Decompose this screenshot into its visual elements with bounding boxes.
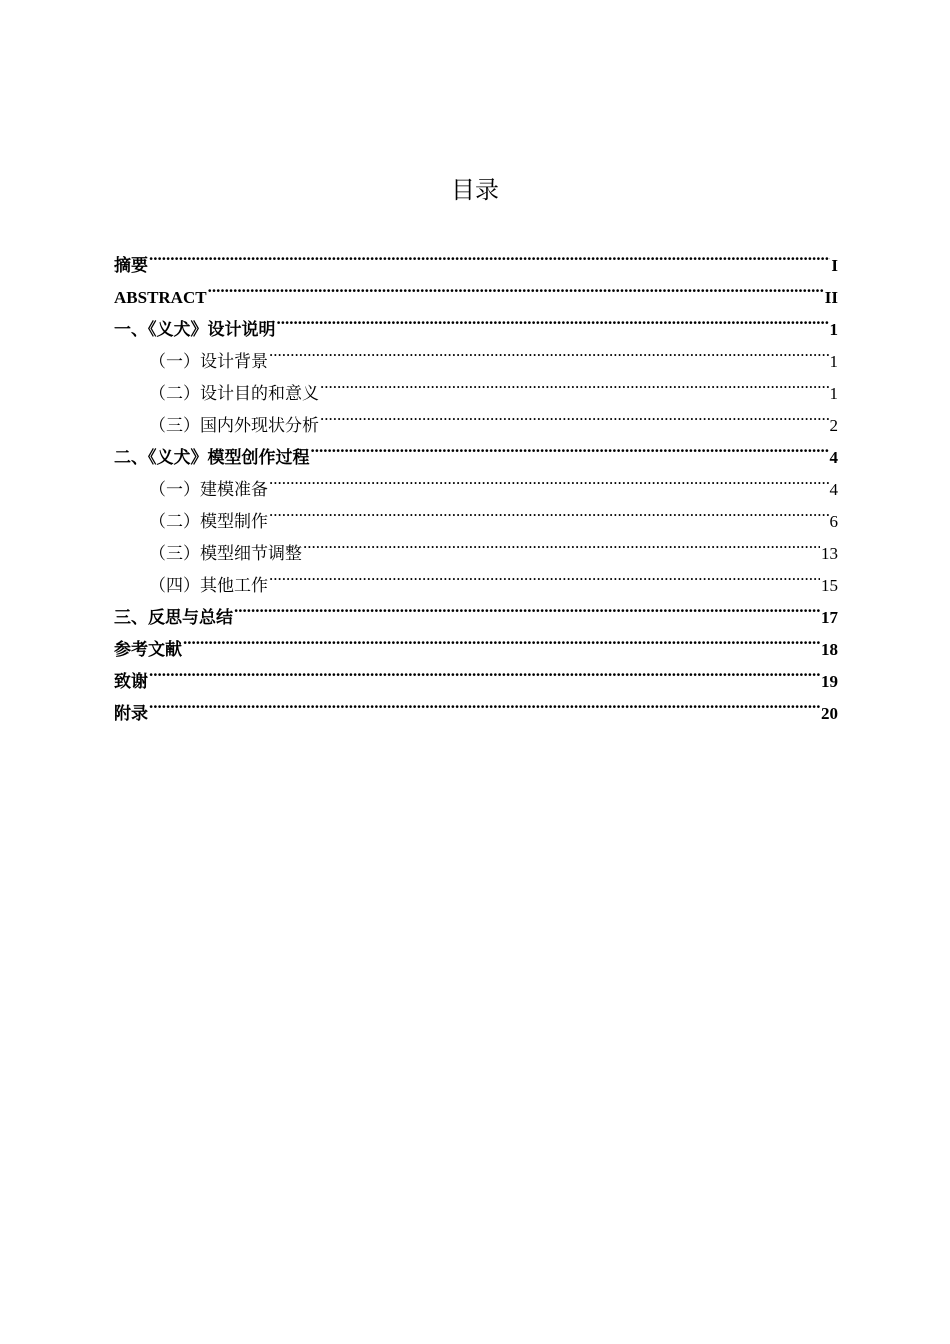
toc-list bbox=[114, 239, 838, 723]
toc-leader-dots bbox=[303, 527, 820, 559]
toc-leader-dots bbox=[183, 623, 820, 655]
toc-leader-dots bbox=[269, 335, 829, 367]
toc-leader-dots bbox=[269, 495, 829, 527]
toc-leader-dots bbox=[149, 687, 820, 719]
toc-leader-dots bbox=[320, 367, 829, 399]
toc-entry-page: 4 bbox=[829, 448, 838, 467]
toc-entry-label: （二）设计目的和意义 bbox=[149, 384, 319, 403]
toc-entry-page: 13 bbox=[821, 544, 838, 563]
toc-entry-label: 附录 bbox=[114, 704, 148, 723]
toc-entry-label: 二、《义犬》模型创作过程 bbox=[114, 448, 310, 467]
toc-entry-page: 18 bbox=[821, 640, 838, 659]
toc-leader-dots bbox=[234, 591, 820, 623]
toc-entry-chapter-1[interactable] bbox=[114, 303, 838, 339]
toc-entry-label: （一）设计背景 bbox=[149, 352, 268, 371]
toc-entry-label: （四）其他工作 bbox=[149, 576, 268, 595]
toc-entry-page: 1 bbox=[829, 352, 838, 371]
toc-entry-page: 6 bbox=[829, 512, 838, 531]
toc-entry-abstract-cn[interactable] bbox=[114, 239, 838, 275]
toc-entry-label: 致谢 bbox=[114, 672, 148, 691]
toc-leader-dots bbox=[311, 431, 829, 463]
toc-entry-page: 15 bbox=[821, 576, 838, 595]
toc-entry-page: 17 bbox=[821, 608, 838, 627]
toc-entry-page: II bbox=[824, 288, 838, 307]
toc-leader-dots bbox=[208, 271, 824, 303]
toc-leader-dots bbox=[149, 239, 830, 271]
toc-leader-dots bbox=[269, 559, 820, 591]
toc-leader-dots bbox=[320, 399, 829, 431]
toc-entry-label: （三）国内外现状分析 bbox=[149, 416, 319, 435]
toc-entry-label: 三、反思与总结 bbox=[114, 608, 233, 627]
toc-entry-page: 20 bbox=[821, 704, 838, 723]
toc-entry-page: 2 bbox=[829, 416, 838, 435]
toc-entry-page: 1 bbox=[829, 384, 838, 403]
toc-entry-page: 4 bbox=[829, 480, 838, 499]
toc-entry-label: 参考文献 bbox=[114, 640, 182, 659]
toc-leader-dots bbox=[149, 655, 820, 687]
toc-leader-dots bbox=[277, 303, 829, 335]
toc-entry-label: 一、《义犬》设计说明 bbox=[114, 320, 276, 339]
toc-entry-label: 摘要 bbox=[114, 256, 148, 275]
toc-entry-acknowledgements[interactable] bbox=[114, 655, 838, 691]
toc-entry-abstract-en[interactable] bbox=[114, 271, 838, 307]
toc-entry-label: （二）模型制作 bbox=[149, 512, 268, 531]
toc-entry-page: 19 bbox=[821, 672, 838, 691]
toc-entry-page: I bbox=[831, 256, 838, 275]
toc-entry-label: ABSTRACT bbox=[114, 288, 207, 307]
toc-title: 目录 bbox=[451, 176, 499, 204]
toc-entry-appendix[interactable] bbox=[114, 687, 838, 723]
toc-entry-label: （三）模型细节调整 bbox=[149, 544, 302, 563]
toc-leader-dots bbox=[269, 463, 829, 495]
toc-entry-label: （一）建模准备 bbox=[149, 480, 268, 499]
toc-entry-page: 1 bbox=[829, 320, 838, 339]
toc-entry-references[interactable] bbox=[114, 623, 838, 659]
